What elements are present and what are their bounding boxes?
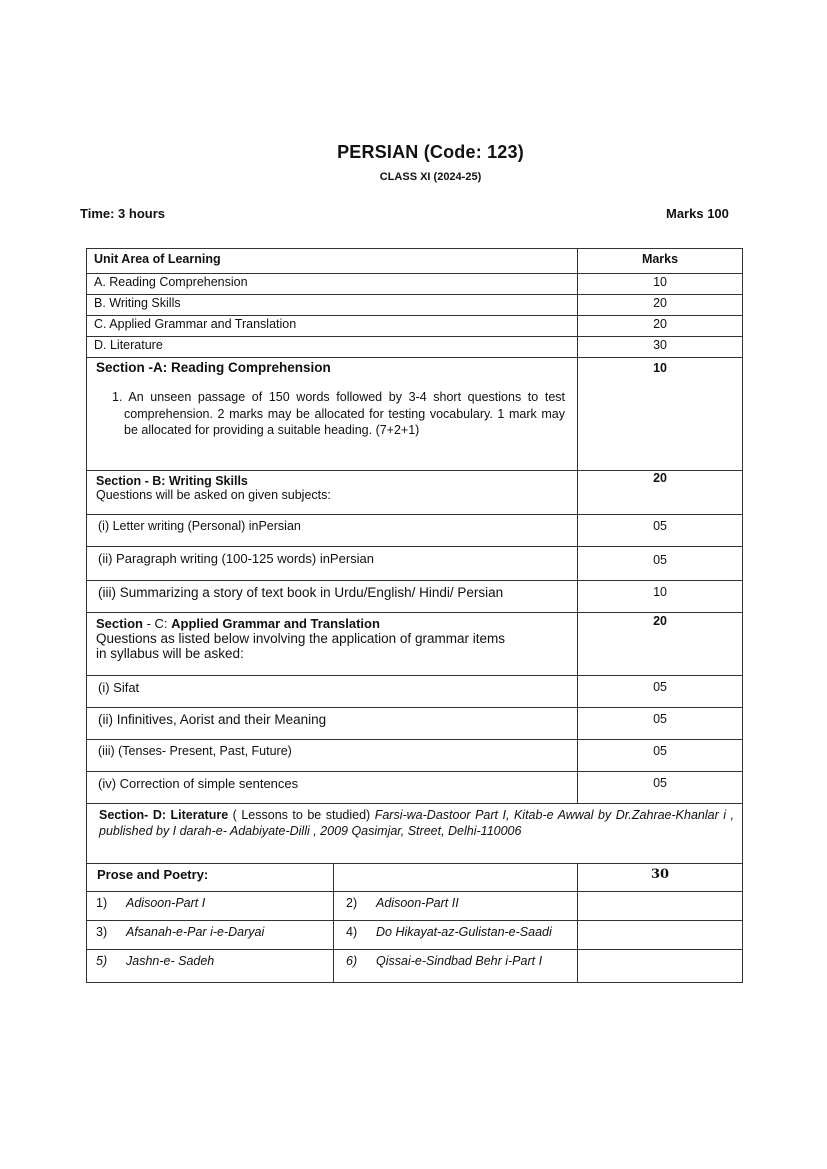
unit-marks: 30 xyxy=(578,337,743,358)
section-d-book: Farsi-wa-Dastoor Part I, Kitab-e Awwal by Dr.Zahrae-Khanlar i , published by I darah-e- Adabiyate-Dilli , 2009 Qasimjar, Street, Delhi-110006 xyxy=(99,808,735,838)
section-c-row xyxy=(87,613,743,676)
section-d-row xyxy=(87,804,743,864)
section-b-subtitle: Questions will be asked on given subjects: xyxy=(96,488,331,502)
unit-marks: 20 xyxy=(578,316,743,337)
prose-marks: 30 xyxy=(578,864,743,892)
section-b-item: (i) Letter writing (Personal) inPersian xyxy=(87,515,578,547)
section-c-marks: 20 xyxy=(578,613,743,676)
section-a-row xyxy=(87,358,743,471)
table-row xyxy=(87,515,743,547)
section-a-marks: 10 xyxy=(578,358,743,471)
table-row xyxy=(87,337,743,358)
time-label: Time: 3 hours xyxy=(80,206,166,221)
section-c-item-marks: 05 xyxy=(578,740,743,772)
prose-header-row xyxy=(87,864,743,892)
section-b-item-marks: 10 xyxy=(578,581,743,613)
marks-column-header: Marks xyxy=(578,249,743,274)
table-row xyxy=(87,772,743,804)
table-row xyxy=(87,274,743,295)
table-row xyxy=(87,547,743,581)
unit-label: C. Applied Grammar and Translation xyxy=(87,316,578,337)
section-c-item-marks: 05 xyxy=(578,772,743,804)
lesson-cell: 1) Adisoon-Part I xyxy=(87,892,334,921)
lesson-cell: 6) Qissai-e-Sindbad Behr i-Part I xyxy=(334,950,578,983)
table-row xyxy=(87,950,743,983)
section-d-text: Section- D: Literature ( Lessons to be studied) Farsi-wa-Dastoor Part I, Kitab-e Awwal by Dr.Zahrae-Khanlar i , published by I darah-e- Adabiyate-Dilli , 2009 Qasimjar, Street, Delhi-110006 xyxy=(87,804,743,864)
table-row xyxy=(87,708,743,740)
section-b-marks: 20 xyxy=(578,471,743,515)
section-b-item: (ii) Paragraph writing (100-125 words) inPersian xyxy=(87,547,578,581)
class-subtitle: CLASS XI (2024-25) xyxy=(379,171,482,183)
syllabus-table xyxy=(86,248,743,983)
unit-column-header: Unit Area of Learning xyxy=(87,249,578,274)
section-c-item: (i) Sifat xyxy=(87,676,578,708)
section-c-item-marks: 05 xyxy=(578,708,743,740)
unit-marks: 20 xyxy=(578,295,743,316)
section-c-item-marks: 05 xyxy=(578,676,743,708)
total-marks-label: Marks 100 xyxy=(666,206,729,221)
unit-label: A. Reading Comprehension xyxy=(87,274,578,295)
table-row xyxy=(87,295,743,316)
table-header-row xyxy=(87,249,743,274)
section-b-item-marks: 05 xyxy=(578,547,743,581)
section-c-item: (iii) (Tenses- Present, Past, Future) xyxy=(87,740,578,772)
section-c-item: (ii) Infinitives, Aorist and their Meaning xyxy=(87,708,578,740)
section-b-item-marks: 05 xyxy=(578,515,743,547)
lesson-cell: 2) Adisoon-Part II xyxy=(334,892,578,921)
unit-marks: 10 xyxy=(578,274,743,295)
unit-label: B. Writing Skills xyxy=(87,295,578,316)
section-a-title: Section -A: Reading Comprehension xyxy=(96,360,331,375)
section-a-text: 1. An unseen passage of 150 words followed by 3-4 short questions to test comprehension. 2 marks may be allocated for testing vocabulary. 1 mark may be allocated for providing a suitable heading. (7+2+1) xyxy=(112,390,566,437)
table-row xyxy=(87,316,743,337)
unit-label: D. Literature xyxy=(87,337,578,358)
section-c-subtitle: Questions as listed below involving the application of grammar items in syllabus will be asked: xyxy=(96,631,505,661)
page-title: PERSIAN (Code: 123) xyxy=(337,142,524,162)
table-row xyxy=(87,581,743,613)
table-row xyxy=(87,892,743,921)
section-c-title: Section - C: Applied Grammar and Translation xyxy=(96,616,380,631)
table-row xyxy=(87,676,743,708)
section-d-title: Section- D: Literature xyxy=(99,808,229,822)
lesson-cell: 3) Afsanah-e-Par i-e-Daryai xyxy=(87,921,334,950)
lesson-cell: 4) Do Hikayat-az-Gulistan-e-Saadi xyxy=(334,921,578,950)
table-row xyxy=(87,921,743,950)
section-b-row xyxy=(87,471,743,515)
section-c-item: (iv) Correction of simple sentences xyxy=(87,772,578,804)
prose-label: Prose and Poetry: xyxy=(87,864,334,892)
section-b-item: (iii) Summarizing a story of text book in Urdu/English/ Hindi/ Persian xyxy=(87,581,578,613)
section-b-title: Section - B: Writing Skills xyxy=(96,474,248,488)
lesson-cell: 5) Jashn-e- Sadeh xyxy=(87,950,334,983)
table-row xyxy=(87,740,743,772)
